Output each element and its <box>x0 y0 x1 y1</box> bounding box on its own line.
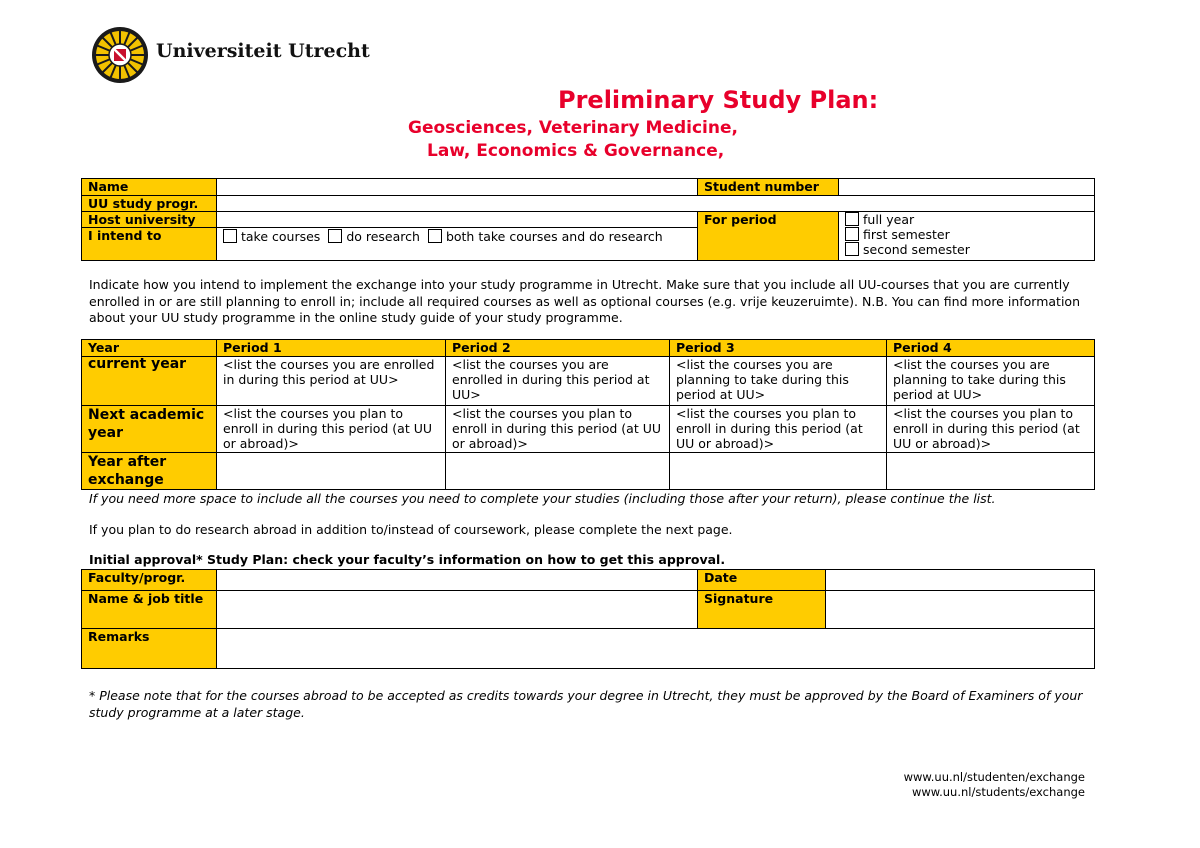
signature-label: Signature <box>698 591 826 629</box>
research-note: If you plan to do research abroad in addition to/instead of coursework, please complete the next page. <box>89 522 733 537</box>
study-progr-label: UU study progr. <box>82 196 217 212</box>
row-label-year-after: Year after exchange <box>82 453 217 490</box>
intend-option-research[interactable]: do research <box>328 229 420 244</box>
link-studenten-exchange[interactable]: www.uu.nl/studenten/exchange <box>903 770 1085 784</box>
for-period-label: For period <box>698 212 839 261</box>
plan-cell[interactable]: <list the courses you are enrolled in during this period at UU> <box>217 357 446 406</box>
footnote: * Please note that for the courses abroad to be accepted as credits towards your degree in Utrecht, they must be approved by the Board of Examiners of your study programme at a later stage. <box>89 688 1083 720</box>
student-number-field[interactable] <box>839 179 1095 196</box>
plan-cell[interactable] <box>446 453 670 490</box>
sun-seal-icon <box>88 24 152 86</box>
footer-links <box>904 770 1085 800</box>
checkbox[interactable] <box>845 242 859 256</box>
plan-cell[interactable]: <list the courses you plan to enroll in during this period (at UU or abroad)> <box>887 406 1095 453</box>
university-name: Universiteit Utrecht <box>156 40 370 62</box>
period-option-full-year[interactable]: full year <box>845 212 1088 227</box>
faculty-field[interactable] <box>217 570 698 591</box>
approval-heading: Initial approval* Study Plan: check your faculty’s information on how to get this approval. <box>89 552 726 567</box>
faculty-label: Faculty/progr. <box>82 570 217 591</box>
student-number-label: Student number <box>698 179 839 196</box>
name-label: Name <box>82 179 217 196</box>
signature-field[interactable] <box>826 591 1095 629</box>
checkbox[interactable] <box>328 229 342 243</box>
plan-cell[interactable]: <list the courses you are planning to take during this period at UU> <box>887 357 1095 406</box>
plan-cell[interactable]: <list the courses you plan to enroll in during this period (at UU or abroad)> <box>670 406 887 453</box>
date-field[interactable] <box>826 570 1095 591</box>
period-option-second-semester[interactable]: second semester <box>845 242 1088 257</box>
plan-cell[interactable] <box>217 453 446 490</box>
header-period-4: Period 4 <box>887 340 1095 357</box>
checkbox[interactable] <box>845 212 859 226</box>
page-title: Preliminary Study Plan: <box>558 86 879 114</box>
student-info-table <box>81 178 1095 261</box>
intend-options <box>217 228 698 261</box>
table-row <box>82 357 1095 406</box>
link-students-exchange[interactable]: www.uu.nl/students/exchange <box>911 785 1085 799</box>
checkbox[interactable] <box>845 227 859 241</box>
subtitle-line-1: Geosciences, Veterinary Medicine, <box>408 118 738 138</box>
plan-cell[interactable] <box>670 453 887 490</box>
name-field[interactable] <box>217 179 698 196</box>
plan-cell[interactable]: <list the courses you are planning to take during this period at UU> <box>670 357 887 406</box>
period-option-first-semester[interactable]: first semester <box>845 227 1088 242</box>
remarks-field[interactable] <box>217 629 1095 669</box>
date-label: Date <box>698 570 826 591</box>
approval-table <box>81 569 1095 669</box>
checkbox[interactable] <box>223 229 237 243</box>
plan-cell[interactable] <box>887 453 1095 490</box>
plan-cell[interactable]: <list the courses you plan to enroll in during this period (at UU or abroad)> <box>217 406 446 453</box>
header-period-3: Period 3 <box>670 340 887 357</box>
university-logo <box>88 24 370 86</box>
host-university-field[interactable] <box>217 212 698 228</box>
header-period-1: Period 1 <box>217 340 446 357</box>
intro-paragraph: Indicate how you intend to implement the exchange into your study programme in Utrecht. Make sure that you include all UU-courses that you are currently enrolled in or are still planning to enroll in; include all required courses as well as optional courses (e.g. vrije keuzeruimte). N.B. You can find more information about your UU study programme in the online study guide of your study programme. <box>89 277 1080 325</box>
study-plan-table <box>81 339 1095 490</box>
period-options <box>839 212 1095 261</box>
host-university-label: Host university <box>82 212 217 228</box>
more-space-note: If you need more space to include all the courses you need to complete your studies (including those after your return), please continue the list. <box>89 491 996 506</box>
name-job-label: Name & job title <box>82 591 217 629</box>
name-job-field[interactable] <box>217 591 698 629</box>
remarks-label: Remarks <box>82 629 217 669</box>
intend-label: I intend to <box>82 228 217 261</box>
study-progr-field[interactable] <box>217 196 1095 212</box>
row-label-current-year: current year <box>82 357 217 406</box>
plan-cell[interactable]: <list the courses you plan to enroll in during this period (at UU or abroad)> <box>446 406 670 453</box>
intend-option-courses[interactable]: take courses <box>223 229 320 244</box>
subtitle-line-2: Law, Economics & Governance, <box>427 141 725 161</box>
checkbox[interactable] <box>428 229 442 243</box>
header-period-2: Period 2 <box>446 340 670 357</box>
row-label-next-year: Next academic year <box>82 406 217 453</box>
table-row <box>82 406 1095 453</box>
table-row <box>82 453 1095 490</box>
intend-option-both[interactable]: both take courses and do research <box>428 229 663 244</box>
header-year: Year <box>82 340 217 357</box>
plan-cell[interactable]: <list the courses you are enrolled in during this period at UU> <box>446 357 670 406</box>
